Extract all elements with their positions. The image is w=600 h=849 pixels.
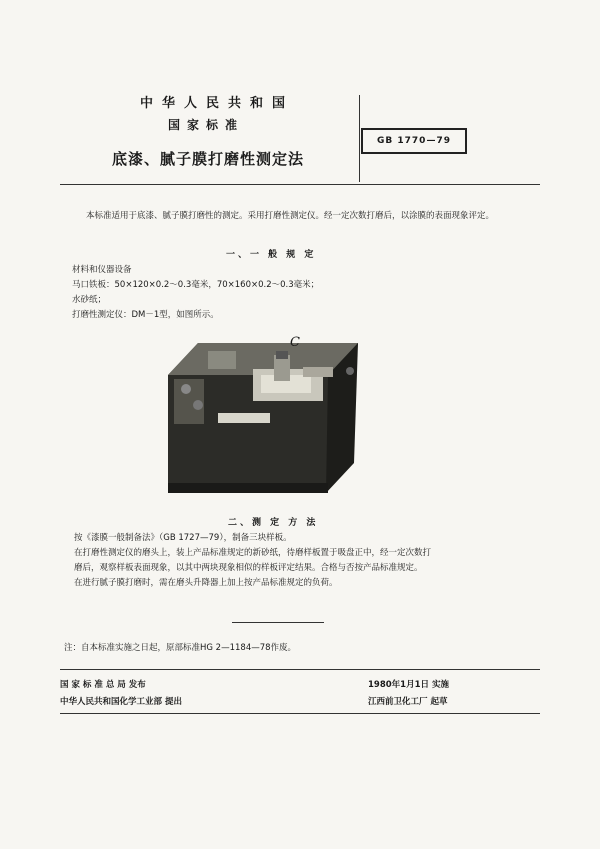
intro-paragraph: 本标准适用于底漆、腻子膜打磨性的测定。采用打磨性测定仪。经一定次数打磨后，以涂膜的表面现象评定。 [86, 211, 495, 221]
end-rule [232, 622, 324, 623]
section1-heading: 一、一 般 规 定 [226, 250, 317, 260]
tester-photo [158, 333, 368, 503]
effective-date: 1980年1月1日 实施 [368, 680, 449, 690]
section1-line: 水砂纸； [72, 295, 107, 305]
drafter: 江西前卫化工厂 起草 [368, 697, 448, 707]
standard-number-box [361, 128, 467, 154]
footer-bottom-rule [60, 713, 540, 714]
header-divider [359, 95, 360, 182]
standard-number: GB 1770—79 [377, 136, 451, 146]
header-rule [60, 184, 540, 185]
abrasion-tester-image [158, 333, 368, 503]
section2-line: 在打磨性测定仪的磨头上，装上产品标准规定的新砂纸，待磨样板置于吸盘正中，经一定次数打 [74, 548, 432, 558]
section2-line: 按《漆膜一般制备法》（GB 1727—79），制备三块样板。 [74, 533, 292, 543]
figure-label: C [290, 335, 300, 350]
issuer: 国 家 标 准 总 局 发布 [60, 680, 146, 690]
section2-line: 在进行腻子膜打磨时，需在磨头升降器上加上按产品标准规定的负荷。 [74, 578, 338, 588]
proposer: 中华人民共和国化学工业部 提出 [60, 697, 182, 707]
page-title: 底漆、腻子膜打磨性测定法 [112, 150, 305, 168]
section2-line: 磨后，观察样板表面现象，以其中两块现象相似的样板评定结果。合格与否按产品标准规定。 [74, 563, 423, 573]
section2-heading: 二、测 定 方 法 [228, 518, 319, 528]
footnote: 注：自本标准实施之日起，原部标准HG 2—1184—78作废。 [64, 643, 297, 653]
section1-line: 马口铁板：50×120×0.2～0.3毫米，70×160×0.2～0.3毫米； [72, 280, 320, 290]
country-name: 中华人民共和国 [140, 96, 295, 111]
section1-line: 材料和仪器设备 [72, 265, 132, 275]
footer-rule [60, 669, 540, 670]
standard-type: 国家标准 [168, 118, 245, 132]
section1-line: 打磨性测定仪：DM－1型，如图所示。 [72, 310, 219, 320]
